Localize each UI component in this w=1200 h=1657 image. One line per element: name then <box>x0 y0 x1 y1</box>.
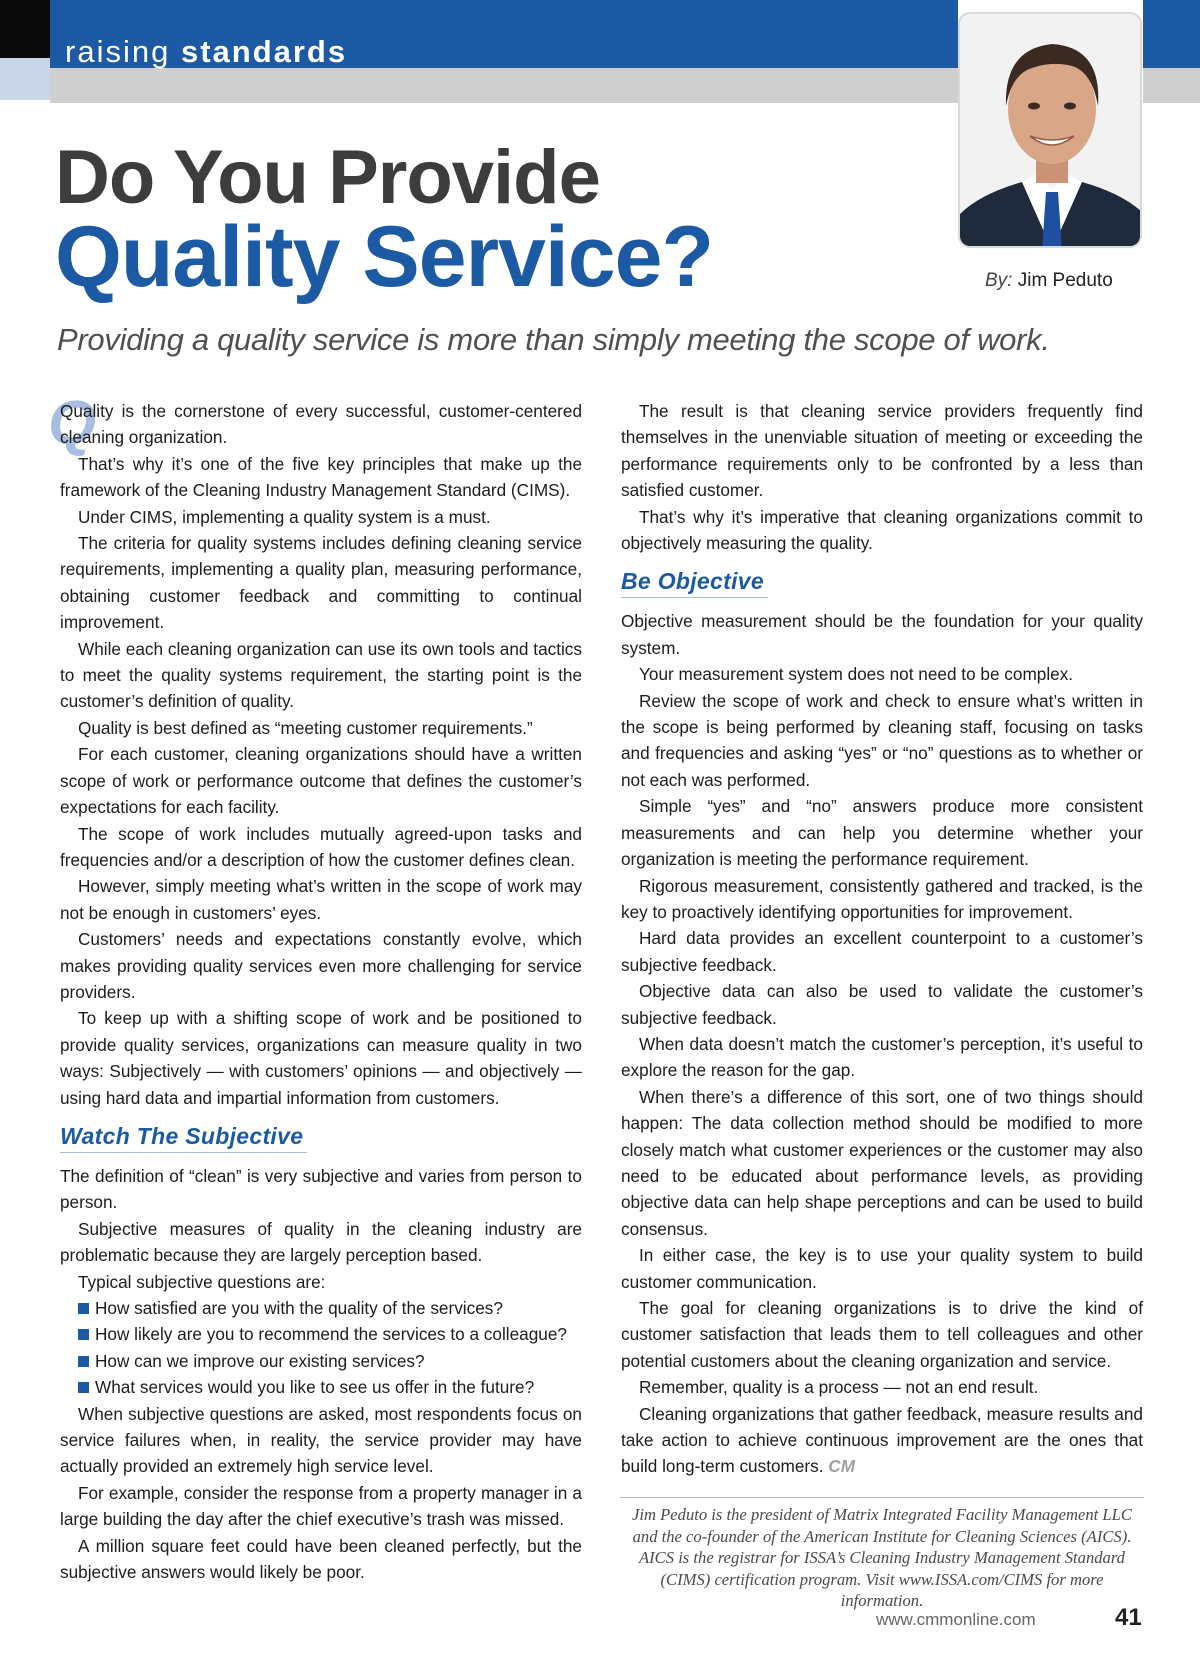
headline-line-2: Quality Service? <box>55 209 713 305</box>
author-photo <box>958 12 1142 248</box>
author-bio: Jim Peduto is the president of Matrix Integrated Facility Management LLC and the co-founder of the American Institute for Cleaning Sciences (AICS). AICS is the registrar for ISSA’s Cleaning Industry Management Standard (CIMS) certification program. Visit www.ISSA.com/CIMS for more information. <box>620 1497 1144 1612</box>
paragraph: While each cleaning organization can use its own tools and tactics to meet the quality systems requirement, the starting point is the customer’s definition of quality. <box>60 638 582 712</box>
page-number: 41 <box>1115 1604 1142 1631</box>
paragraph: The definition of “clean” is very subjective and varies from person to person. <box>60 1165 582 1213</box>
subhead-watch-the-subjective: Watch The Subjective <box>60 1120 307 1153</box>
paragraph: In either case, the key is to use your quality system to build customer communication. <box>621 1245 1143 1292</box>
subhead-be-objective: Be Objective <box>621 565 768 598</box>
paragraph: The goal for cleaning organizations is to drive the kind of customer satisfaction that leads them to tell colleagues and other potential customers about the cleaning organization and service. <box>621 1298 1143 1371</box>
paragraph: The result is that cleaning service providers frequently find themselves in the unenviable situation of meeting or exceeding the performance requirements only to be confronted by a less than satisfied customer. <box>621 401 1143 501</box>
footer-website: www.cmmonline.com <box>876 1610 1036 1629</box>
paragraph: When there’s a difference of this sort, one of two things should happen: The data collection method should be modified to more closely match what customer experiences or the customer may also need to be educated about performance levels, as providing objective data can help shape perceptions and can be used to build consensus. <box>621 1086 1143 1239</box>
paragraph: When subjective questions are asked, most respondents focus on service failures when, in reality, the service provider may have actually provided an extremely high service level. <box>60 1403 582 1477</box>
right-column <box>621 398 1143 1480</box>
list-item: How satisfied are you with the quality of the services? <box>78 1295 582 1321</box>
paragraph: The scope of work includes mutually agreed-upon tasks and frequencies and/or a description of how the customer defines clean. <box>60 823 582 870</box>
drop-cap: Q <box>48 389 97 458</box>
section-label <box>65 36 347 67</box>
paragraph: For each customer, cleaning organizations should have a written scope of work or performance outcome that defines the customer’s expectations for each facility. <box>60 744 582 818</box>
paragraph: Hard data provides an excellent counterpoint to a customer’s subjective feedback. <box>621 928 1143 975</box>
corner-light-strip <box>0 58 50 100</box>
paragraph: Review the scope of work and check to ensure what’s written in the scope is being performed by cleaning staff, focusing on tasks and frequencies and asking “yes” or “no” questions as to whether or not each was performed. <box>621 690 1143 790</box>
paragraph: Customers’ needs and expectations constantly evolve, which makes providing quality services even more challenging for service providers. <box>60 929 582 1002</box>
question-list <box>60 1295 582 1401</box>
corner-black-block <box>0 0 50 58</box>
paragraph: To keep up with a shifting scope of work and be positioned to provide quality services, organizations can measure quality in two ways: Subjectively — with customers’ opinions — and objectively — using hard data and impartial information from customers. <box>60 1008 582 1108</box>
byline-author: Jim Peduto <box>1017 270 1113 291</box>
end-mark: CM <box>828 1456 856 1477</box>
paragraph: When data doesn’t match the customer’s perception, it’s useful to explore the reason for the gap. <box>621 1033 1143 1081</box>
paragraph: Simple “yes” and “no” answers produce more consistent measurements and can help you determine whether your organization is meeting the performance requirement. <box>621 796 1143 870</box>
paragraph: Objective data can also be used to validate the customer’s subjective feedback. <box>621 981 1143 1028</box>
paragraph: Subjective measures of quality in the cleaning industry are problematic because they are largely perception based. <box>60 1218 582 1266</box>
section-label-bold: standards <box>180 34 348 69</box>
header-gray-bar <box>50 68 958 103</box>
paragraph: Typical subjective questions are: <box>78 1271 326 1292</box>
paragraph: That’s why it’s one of the five key principles that make up the framework of the Cleaning Industry Management Standard (CIMS). <box>60 453 582 501</box>
paragraph: However, simply meeting what’s written in the scope of work may not be enough in customers’ eyes. <box>60 876 582 923</box>
header-gray-bar-right <box>1143 68 1200 103</box>
paragraph <box>621 1401 1143 1480</box>
final-sentence: Cleaning organizations that gather feedback, measure results and take action to achieve continuous improvement are the ones that build long-term customers. <box>621 1403 1143 1477</box>
paragraph: That’s why it’s imperative that cleaning organizations commit to objectively measuring the quality. <box>621 506 1143 554</box>
paragraph: Under CIMS, implementing a quality system is a must. <box>78 506 491 527</box>
author-portrait-illustration <box>960 14 1142 248</box>
headline-line-1: Do You Provide <box>55 135 600 220</box>
left-column <box>60 398 582 1585</box>
section-label-light: raising <box>65 34 171 69</box>
byline <box>985 270 1113 292</box>
paragraph: Your measurement system does not need to be complex. <box>639 664 1074 685</box>
paragraph: For example, consider the response from a property manager in a large building the day after the chief executive’s trash was missed. <box>60 1482 582 1530</box>
deck-subtitle: Providing a quality service is more than simply meeting the scope of work. <box>57 322 1050 357</box>
paragraph: Rigorous measurement, consistently gathered and tracked, is the key to proactively identifying opportunities for improvement. <box>621 875 1143 922</box>
paragraph: Objective measurement should be the foundation for your quality system. <box>621 611 1143 658</box>
list-item: How likely are you to recommend the services to a colleague? <box>78 1321 582 1347</box>
paragraph: Quality is the cornerstone of every successful, customer-centered cleaning organization. <box>60 401 582 448</box>
header-blue-bar-right <box>1143 0 1200 68</box>
list-item: How can we improve our existing services? <box>78 1348 582 1374</box>
paragraph: A million square feet could have been cleaned perfectly, but the subjective answers would likely be poor. <box>60 1535 582 1583</box>
paragraph: Quality is best defined as “meeting customer requirements.” <box>78 717 533 738</box>
paragraph: Remember, quality is a process — not an end result. <box>639 1377 1039 1398</box>
byline-label: By: <box>985 270 1013 291</box>
paragraph: The criteria for quality systems includes defining cleaning service requirements, implementing a quality plan, measuring performance, obtaining customer feedback and committing to continual improvement. <box>60 533 582 633</box>
list-item: What services would you like to see us offer in the future? <box>78 1374 582 1400</box>
